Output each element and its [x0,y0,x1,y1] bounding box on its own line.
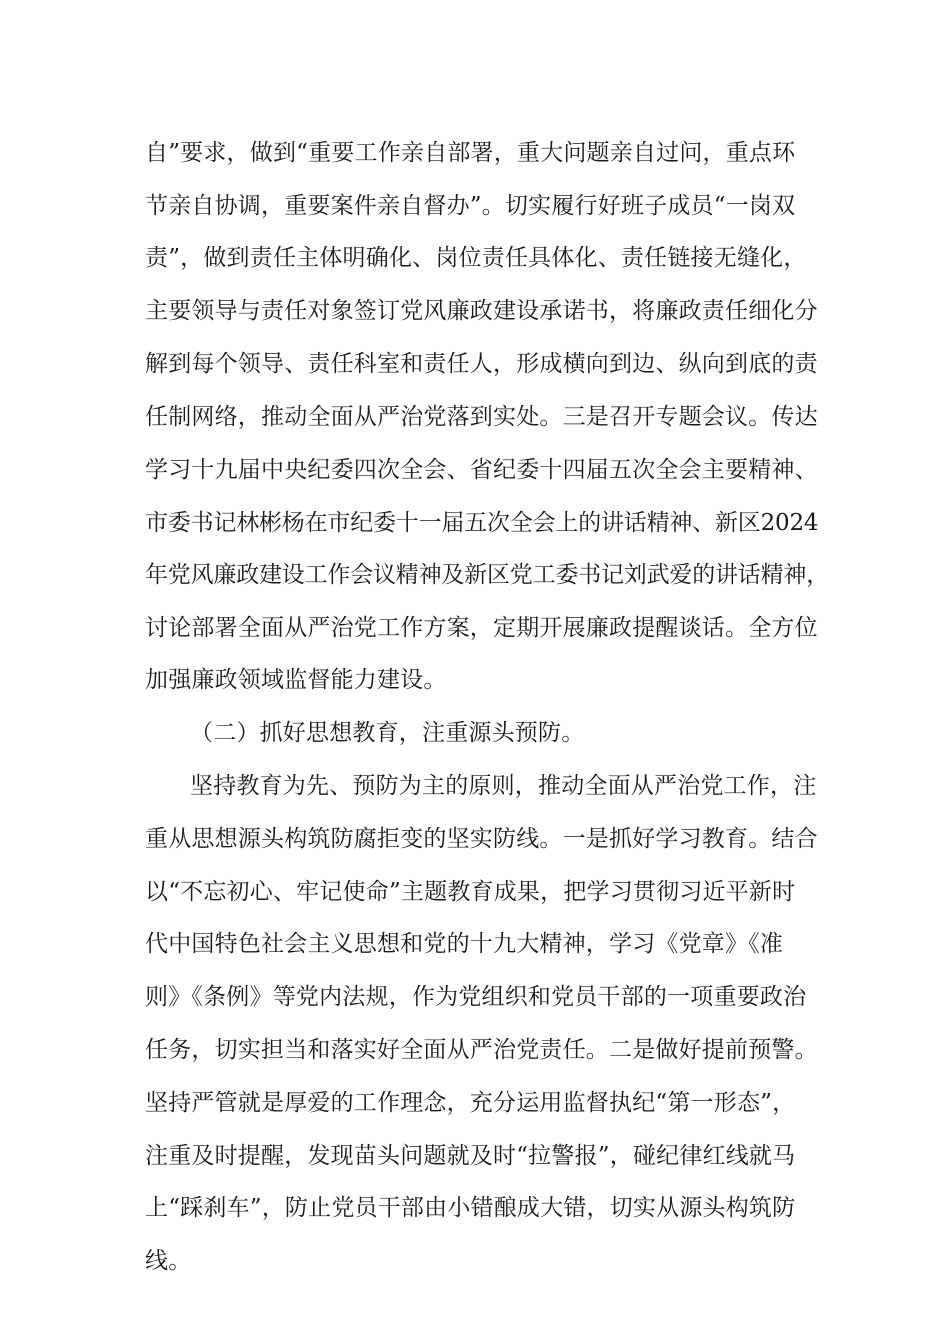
text-line: 任制网络，推动全面从严治党落到实处。三是召开专题会议。传达 [145,404,818,430]
text-line: 市委书记林彬杨在市纪委十一届五次全会上的讲话精神、新区2024 [145,510,819,536]
text-line: 解到每个领导、责任科室和责任人，形成横向到边、纵向到底的责 [145,351,818,377]
text-line: 注重及时提醒，发现苗头问题就及时“拉警报”，碰纪律红线就马 [145,1143,796,1169]
text-line: 年党风廉政建设工作会议精神及新区党工委书记刘武爱的讲话精神， [145,562,830,588]
text-line: 重从思想源头构筑防腐拒变的坚实防线。一是抓好学习教育。结合 [145,826,818,852]
text-line: 任务，切实担当和落实好全面从严治党责任。二是做好提前预警。 [145,1037,818,1063]
text-line: 学习十九届中央纪委四次全会、省纪委十四届五次全会主要精神、 [145,457,818,483]
text-line: 讨论部署全面从严治党工作方案，定期开展廉政提醒谈话。全方位 [145,615,818,641]
section-heading: （二）抓好思想教育，注重源头预防。 [190,720,585,746]
text-line: 坚持教育为先、预防为主的原则，推动全面从严治党工作，注 [190,773,817,799]
text-line: 则》《条例》等党内法规，作为党组织和党员干部的一项重要政治 [145,984,807,1010]
text-line: 主要领导与责任对象签订党风廉政建设承诺书，将廉政责任细化分 [145,298,818,324]
text-line: 坚持严管就是厚爱的工作理念，充分运用监督执纪“第一形态”， [145,1090,796,1116]
text-line: 责”，做到责任主体明确化、岗位责任具体化、责任链接无缝化， [145,245,807,271]
text-line: 代中国特色社会主义思想和党的十九大精神，学习《党章》《准 [145,931,784,957]
text-line: 线。 [145,1248,192,1274]
text-line: 节亲自协调，重要案件亲自督办”。切实履行好班子成员“一岗双 [145,193,796,219]
text-line: 加强廉政领域监督能力建设。 [145,667,447,693]
text-line: 以“不忘初心、牢记使命”主题教育成果，把学习贯彻习近平新时 [145,879,796,905]
text-line: 自”要求，做到“重要工作亲自部署，重大问题亲自过问，重点环 [145,140,796,166]
text-line: 上“踩刹车”，防止党员干部由小错酿成大错，切实从源头构筑防 [145,1195,796,1221]
